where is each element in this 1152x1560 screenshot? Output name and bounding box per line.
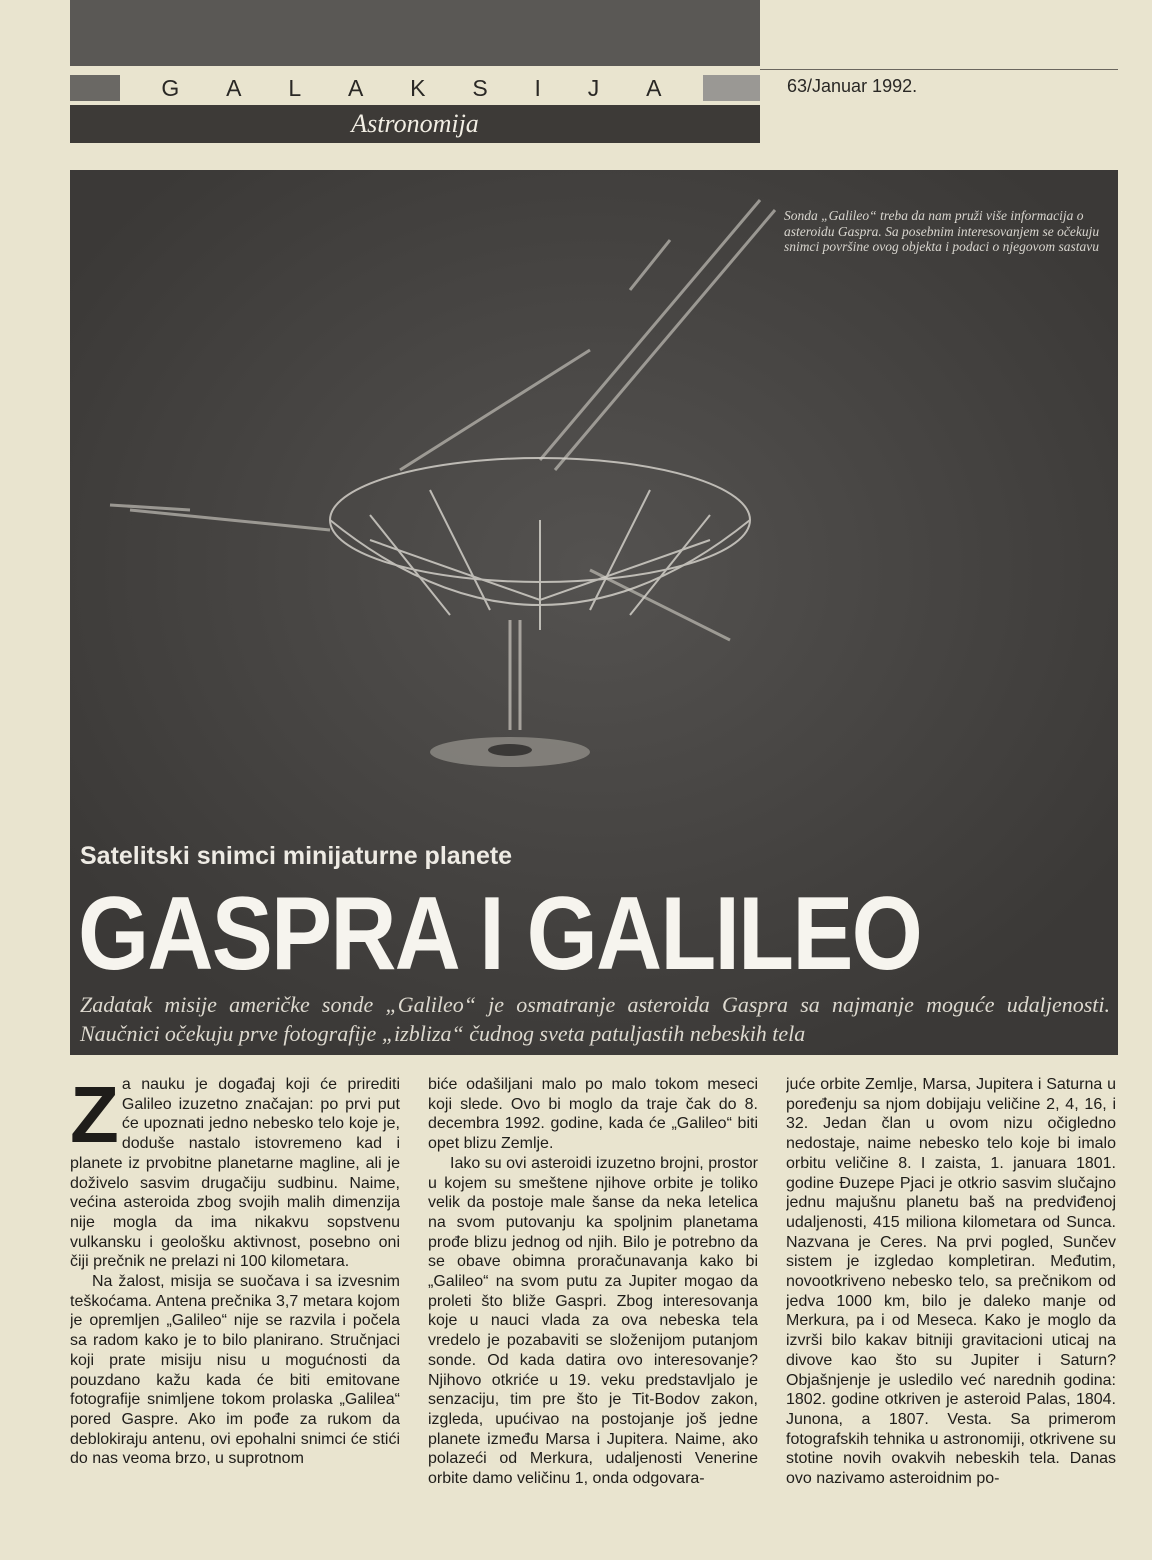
- section-label: Astronomija: [351, 109, 479, 138]
- masthead-right-block: [703, 75, 760, 101]
- masthead-letter: A: [347, 74, 364, 101]
- masthead-letter: I: [534, 74, 541, 101]
- paragraph: Iako su ovi asteroidi izuzetno brojni, prostor u kojem su smeštene njihove orbite je toliko velik da postoje male šanse da neka letelica na svom putovanju ka spoljnim planetama prođe blizu jednog od njih. Bilo je potrebno da se obave obimna proračunavanja kako bi „Galileo“ na svom putu za Jupiter mogao da proleti što bliže Gaspri. Zbog interesovanja koje u nauci vlada za ova nebeska tela vredelo je pozabaviti se složenijom putanjom sonde. Od kada datira ovo interesovanje? Njihovo otkriće u 19. veku predstavljalo je senzaciju, tim pre što je Tit-Bodov zakon, izgleda, upućivao na postojanje još jedne planete između Marsa i Jupitera. Naime, ako polazeći od Merkura, udaljenosti Venerine orbite damo veličinu 1, onda odgovara-: [428, 1154, 758, 1488]
- top-dark-bar: [70, 0, 760, 66]
- article-title: GASPRA I GALILEO: [78, 876, 922, 992]
- article-kicker: Satelitski snimci minijaturne planete: [80, 842, 513, 870]
- masthead-letter: J: [587, 74, 600, 101]
- masthead-letter: L: [288, 74, 302, 101]
- hero-photo: [70, 170, 1118, 1055]
- paragraph: Na žalost, misija se suočava i sa izvesnim teškoćama. Antena prečnika 3,7 metara kojom je opremljen „Galileo“ nije se razvila i počela sa radom kako je to bilo planirano. Stručnjaci koji prate misiju nisu u mogućnosti da pouzdano kažu kada će biti emitovane fotografije snimljene tokom prolaska „Galilea“ pored Gaspre. Ako im pođe za rukom da deblokiraju antenu, ovi epohalni snimci će stići do nas veoma brzo, u suprotnom: [70, 1273, 400, 1468]
- article-lead: Zadatak misije američke sonde „Galileo“ je osmatranje asteroida Gaspra sa najmanje moguće udaljenosti. Naučnici očekuju prve fotografije „izbliza“ čudnog sveta patuljastih nebeskih tela: [80, 992, 1110, 1046]
- text-column-3: [786, 1075, 1116, 1553]
- issue-date: 63/Januar 1992.: [787, 76, 918, 96]
- masthead-letter: A: [646, 74, 662, 101]
- paragraph-text: a nauku je događaj koji će prirediti Galileo izuzetno značajan: po prvi put će upoznati jedno nebesko telo koje je, doduše nastalo istovremeno kad i planete iz prvobitne planetarne magline, ali je doživelo sasvim drugačiju sudbinu. Naime, većina asteroida zbog svojih malih dimenzija nije mogla da ima nikakvu sopstvenu vulkansku i geološku aktivnost, posebno oni čiji prečnik ne prelazi ni 100 kilometara.: [70, 1076, 400, 1271]
- drop-cap: Z: [70, 1075, 119, 1159]
- text-column-1: [70, 1075, 400, 1553]
- text-column-2: [428, 1075, 758, 1553]
- masthead: [70, 75, 760, 101]
- masthead-letter: K: [410, 74, 426, 101]
- magazine-name: [120, 75, 703, 102]
- paragraph: juće orbite Zemlje, Marsa, Jupitera i Saturna u poređenju sa njom dobijaju veličine 2, 4, 16, i 32. Jedan član u ovom nizu očigledno nedostaje, naime nebesko telo koje bi imalo orbitu veličine 8. I zaista, 1. januara 1801. godine Đuzepe Pjaci je otkrio sasvim slučajno jednu majušnu planetu baš na predviđenoj udaljenosti, 415 miliona kilometara od Sunca. Nazvana je Ceres. Na prvi pogled, Sunčev sistem je izgledao kompletiran. Međutim, novootkriveno nebesko telo, sa prečnikom od jedva 1000 km, bilo je daleko manje od Merkura, pa i od Meseca. Kako je moglo da izvrši bilo kakav bitniji gravitacioni uticaj na divove kao što su Jupiter i Saturn? Objašnjenje je usledilo već narednih godina: 1802. godine otkriven je asteroid Palas, 1804. Junona, a 1807. Vesta. Sa primerom fotografskih tehnika u astronomiji, otkrivene su stotine novih ovakvih nebeskih tela. Danas ovo nazivamo asteroidnim po-: [786, 1076, 1116, 1488]
- masthead-left-block: [70, 75, 120, 101]
- masthead-letter: S: [472, 74, 488, 101]
- section-band: [70, 105, 760, 143]
- paragraph: [70, 1075, 400, 1272]
- masthead-letter: G: [161, 74, 180, 101]
- masthead-rule: [760, 69, 1118, 70]
- masthead-letter: A: [226, 74, 242, 101]
- photo-caption: Sonda „Galileo“ treba da nam pruži više informacija o asteroidu Gaspra. Sa posebnim interesovanjem se očekuju snimci površine ovog objekta i podaci o njegovom sastavu: [784, 208, 1100, 254]
- paragraph: biće odašiljani malo po malo tokom meseci koji slede. Ovo bi moglo da traje čak do 8. decembra 1992. godine, kada će „Galileo“ biti opet blizu Zemlje.: [428, 1076, 758, 1153]
